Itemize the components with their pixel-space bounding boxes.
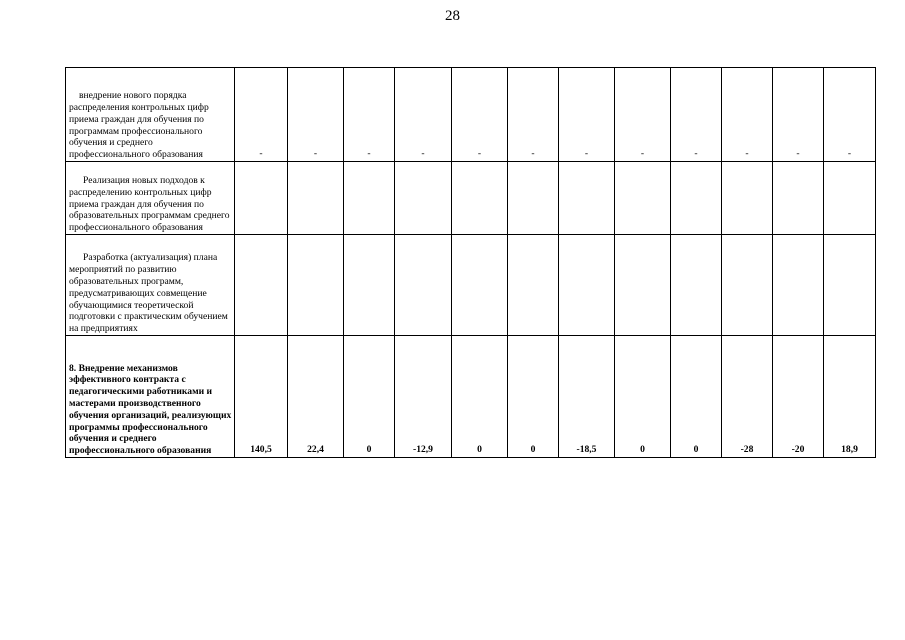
value-cell: [615, 162, 671, 235]
value-cell: [235, 162, 288, 235]
row-label: Разработка (актуализация) плана мероприятий по развитию образовательных программ, предусматривающих совмещение обучающимися теоретической подготовки с практическим обучением на предприятиях: [69, 252, 228, 335]
value-cell: -: [508, 68, 559, 162]
value-cell: -12,9: [395, 336, 452, 458]
value-cell: 22,4: [288, 336, 344, 458]
value-cell: [722, 162, 773, 235]
value-cell: [773, 235, 824, 336]
value-cell: -: [344, 68, 395, 162]
value-cell: [508, 162, 559, 235]
value-cell: [824, 235, 876, 336]
value-cell: [288, 162, 344, 235]
page-number: 28: [445, 8, 460, 24]
value-cell: [671, 162, 722, 235]
value-cell: -: [773, 68, 824, 162]
value-cell: [722, 235, 773, 336]
table-row: [66, 336, 876, 458]
value-cell: -28: [722, 336, 773, 458]
value-cell: 0: [615, 336, 671, 458]
row-label-cell: [66, 68, 235, 162]
table-row: [66, 235, 876, 336]
table-row: [66, 68, 876, 162]
value-cell: [559, 235, 615, 336]
value-cell: [671, 235, 722, 336]
value-cell: [452, 235, 508, 336]
row-label: внедрение нового порядка распределения контрольных цифр приема граждан для обучения по программам профессионального обучения и среднего профессионального образования: [69, 90, 209, 161]
row-label-cell: [66, 235, 235, 336]
value-cell: 0: [452, 336, 508, 458]
row-label: Реализация новых подходов к распределению контрольных цифр приема граждан для обучения по образовательных программам среднего профессионального образования: [69, 175, 230, 234]
value-cell: [344, 162, 395, 235]
value-cell: -: [288, 68, 344, 162]
value-cell: -: [235, 68, 288, 162]
value-cell: [344, 235, 395, 336]
value-cell: [235, 235, 288, 336]
value-cell: 18,9: [824, 336, 876, 458]
value-cell: -: [395, 68, 452, 162]
value-cell: -: [824, 68, 876, 162]
value-cell: [615, 235, 671, 336]
value-cell: [508, 235, 559, 336]
value-cell: [559, 162, 615, 235]
value-cell: -: [559, 68, 615, 162]
value-cell: -: [722, 68, 773, 162]
row-label-cell: [66, 162, 235, 235]
value-cell: -: [615, 68, 671, 162]
value-cell: -20: [773, 336, 824, 458]
value-cell: [395, 235, 452, 336]
value-cell: -18,5: [559, 336, 615, 458]
value-cell: [395, 162, 452, 235]
value-cell: 140,5: [235, 336, 288, 458]
table-row: [66, 162, 876, 235]
value-cell: [824, 162, 876, 235]
value-cell: [773, 162, 824, 235]
value-cell: [288, 235, 344, 336]
value-cell: 0: [344, 336, 395, 458]
value-cell: 0: [508, 336, 559, 458]
data-table: [65, 67, 876, 458]
value-cell: [452, 162, 508, 235]
value-cell: -: [671, 68, 722, 162]
value-cell: 0: [671, 336, 722, 458]
row-label-cell: [66, 336, 235, 458]
value-cell: -: [452, 68, 508, 162]
row-label: 8. Внедрение механизмов эффективного контракта с педагогическими работниками и мастерами производственного обучения организаций, реализующих программы профессионального обучения и среднего профессионального образования: [69, 362, 232, 457]
